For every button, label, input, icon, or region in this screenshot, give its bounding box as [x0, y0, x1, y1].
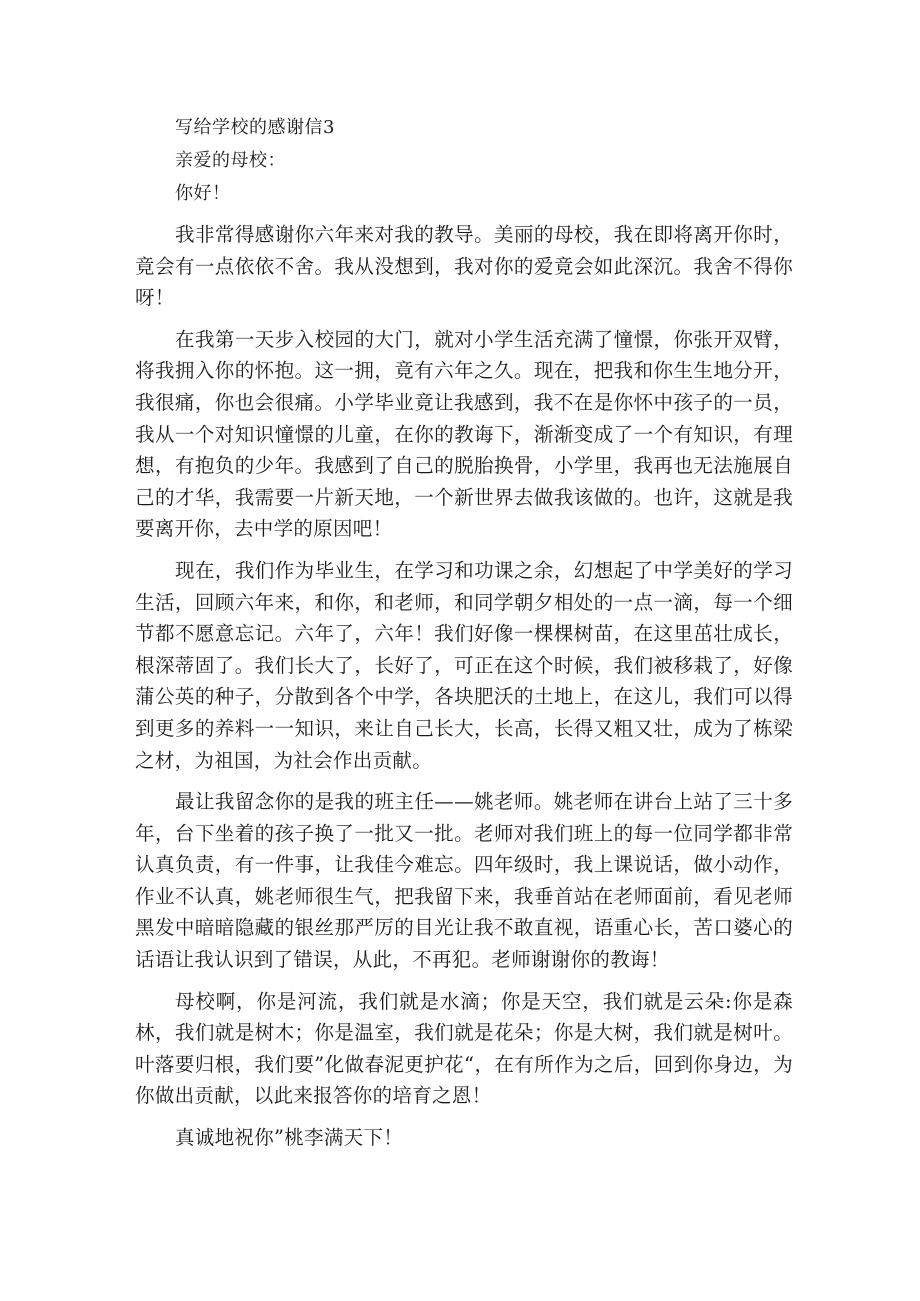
paragraph-gratitude: 我非常得感谢你六年来对我的教导。美丽的母校，我在即将离开你时，竟会有一点依依不舍。我从没想到，我对你的爱竟会如此深沉。我舍不得你呀！ — [135, 223, 793, 310]
paragraph-first-day: 在我第一天步入校园的大门，就对小学生活充满了憧憬，你张开双臂，将我拥入你的怀抱。这一拥，竟有六年之久。现在，把我和你生生地分开，我很痛，你也会很痛。小学毕业竟让我感到，我不在是你怀中孩子的一员，我从一个对知识憧憬的儿童，在你的教诲下，渐渐变成了一个有知识，有理想，有抱负的少年。我感到了自己的脱胎换骨，小学里，我再也无法施展自己的才华，我需要一片新天地，一个新世界去做我该做的。也许，这就是我要离开你，去中学的原因吧！ — [135, 327, 793, 541]
paragraph-closing-wish: 真诚地祝你”桃李满天下！ — [175, 1126, 404, 1150]
paragraph-graduation: 现在，我们作为毕业生，在学习和功课之余，幻想起了中学美好的学习生活，回顾六年来，和你，和老师，和同学朝夕相处的一点一滴，每一个细节都不愿意忘记。六年了，六年！我们好像一棵棵树苗，在这里茁壮成长，根深蒂固了。我们长大了，长好了，可正在这个时候，我们被移栽了，好像蒲公英的种子，分散到各个中学，各块肥沃的土地上，在这儿，我们可以得到更多的养料一一知识，来让自己长大，长高，长得又粗又壮，成为了栋梁之材，为祖国，为社会作出贡献。 — [135, 558, 793, 772]
paragraph-teacher: 最让我留念你的是我的班主任——姚老师。姚老师在讲台上站了三十多年，台下坐着的孩子换了一批又一批。老师对我们班上的每一位同学都非常认真负责，有一件事，让我佳今难忘。四年级时，我上课说话，做小动作，作业不认真，姚老师很生气，把我留下来，我垂首站在老师面前，看见老师黑发中暗暗隐藏的银丝那严厉的目光让我不敢直视，语重心长，苦口婆心的话语让我认识到了错误，从此，不再犯。老师谢谢你的教诲！ — [135, 790, 793, 972]
letter-salutation: 亲爱的母校： — [175, 150, 286, 171]
paragraph-metaphor: 母校啊，你是河流，我们就是水滴；你是天空，我们就是云朵:你是森林，我们就是树木；你是温室，我们就是花朵；你是大树，我们就是树叶。叶落要归根，我们要”化做春泥更护花“，在有所作为之后，回到你身边，为你做出贡献，以此来报答你的培育之恩！ — [135, 989, 793, 1108]
letter-greeting: 你好！ — [175, 183, 231, 204]
letter-title: 写给学校的感谢信3 — [175, 117, 335, 138]
letter-body — [135, 112, 793, 1154]
